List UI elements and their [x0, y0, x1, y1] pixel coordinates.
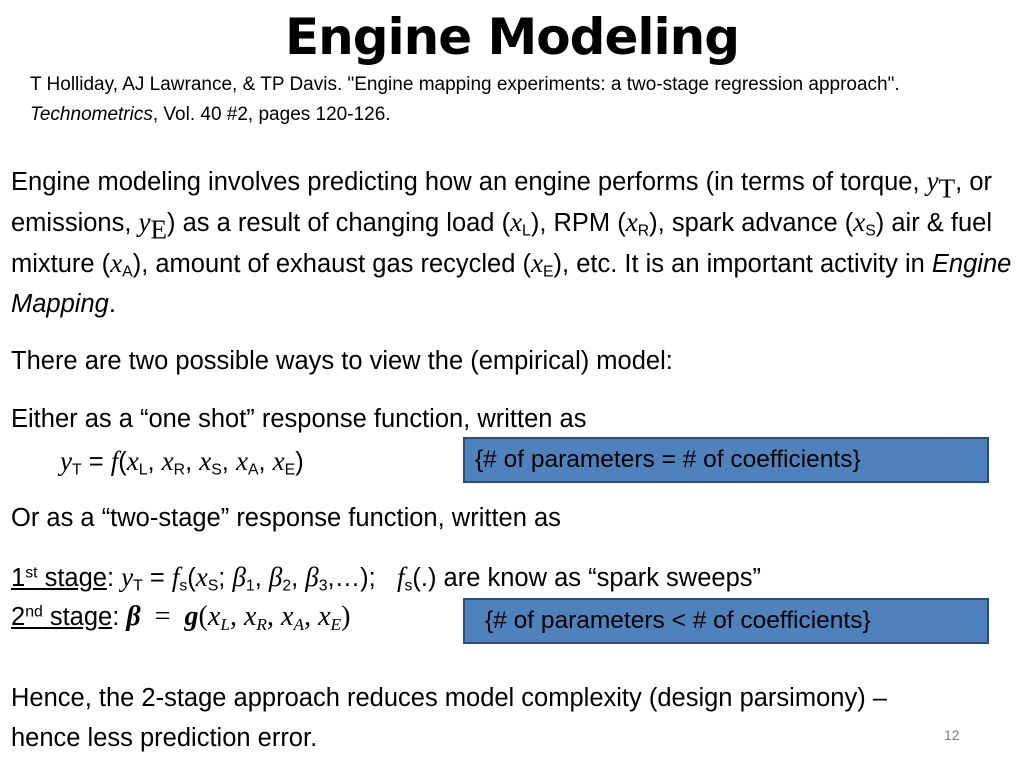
para1-text: ) air & fuel mixture (	[11, 209, 992, 278]
reference-authors: T Holliday, AJ Lawrance, & TP Davis. "Engine mapping experiments: a two-stage regression approach".	[30, 74, 900, 95]
reference-journal: Technometrics	[30, 104, 153, 125]
math-xL: x	[510, 207, 523, 237]
stage2-line: 2nd stage: $\beta = g(x_L$, $x_R$, $x_A$, $x_E$)	[11, 601, 351, 634]
parameters-equal-box: {# of parameters = # of coefficients}	[463, 437, 989, 483]
para1-text: , or emissions,	[11, 168, 992, 237]
para1-text: ), amount of exhaust gas recycled (	[132, 250, 531, 278]
math-yT: y	[926, 166, 939, 196]
para1-text: ) as a result of changing load (	[167, 209, 511, 237]
para1-text: Engine modeling involves predicting how an engine performs (in terms of torque,	[11, 168, 927, 196]
paragraph-one-shot: Either as a “one shot” response function, written as	[11, 405, 587, 433]
reference-details: , Vol. 40 #2, pages 120-126.	[152, 104, 391, 125]
math-yE: y	[138, 207, 151, 237]
page-number: 12	[944, 727, 960, 743]
paragraph-two-ways: There are two possible ways to view the (empirical) model:	[11, 347, 673, 375]
engine-mapping-emphasis: Engine Mapping	[11, 250, 1012, 318]
math-xR: x	[625, 207, 638, 237]
slide-title: Engine Modeling	[284, 8, 740, 66]
parameters-less-box: {# of parameters < # of coefficients}	[463, 598, 989, 644]
math-xE: x	[531, 248, 543, 278]
stage1-line: 1st stage: $y_T = f_s(x_S$; $\beta_1$, $\beta_2$, $\beta_3,\dots$); $f_s(.)$ are know as “spark sweeps”	[11, 562, 761, 595]
para1-text: ), etc. It is an important activity in	[553, 250, 932, 278]
reference-citation	[30, 70, 990, 130]
paragraph-conclusion: Hence, the 2-stage approach reduces model complexity (design parsimony) – hence less prediction error.	[11, 684, 887, 752]
equation-one-shot: $y_T = f(x_L$, $x_R$, $x_S$, $x_A$, $x_E$)	[60, 446, 304, 479]
math-xA: x	[110, 248, 123, 278]
math-xS: x	[853, 207, 866, 237]
para1-text: ), RPM (	[530, 209, 626, 237]
equation-two-stage: $\beta = g(x_L$, $x_R$, $x_A$, $x_E$)	[126, 601, 351, 634]
para1-text: .	[108, 290, 116, 318]
spark-sweeps-text: (.) are know as “spark sweeps”	[412, 564, 761, 592]
paragraph-engine-modeling: Engine modeling involves predicting how an engine performs (in terms of torque, $y_T$, or emissions, $y_E$) as a result of changing load $(x_L)$, RPM $(x_R)$, spark advance $(x_S)$ air & fuel mixture $(x_A)$, amount of exhaust gas recycled $(x_E)$, etc. It is an important activity in Engine Mapping.	[11, 166, 1012, 318]
stage2-label: 2nd stage	[11, 603, 113, 631]
para1-text: ), spark advance (	[649, 209, 854, 237]
paragraph-two-stage: Or as a “two-stage” response function, written as	[11, 504, 561, 532]
stage1-label: 1st stage	[11, 564, 107, 592]
